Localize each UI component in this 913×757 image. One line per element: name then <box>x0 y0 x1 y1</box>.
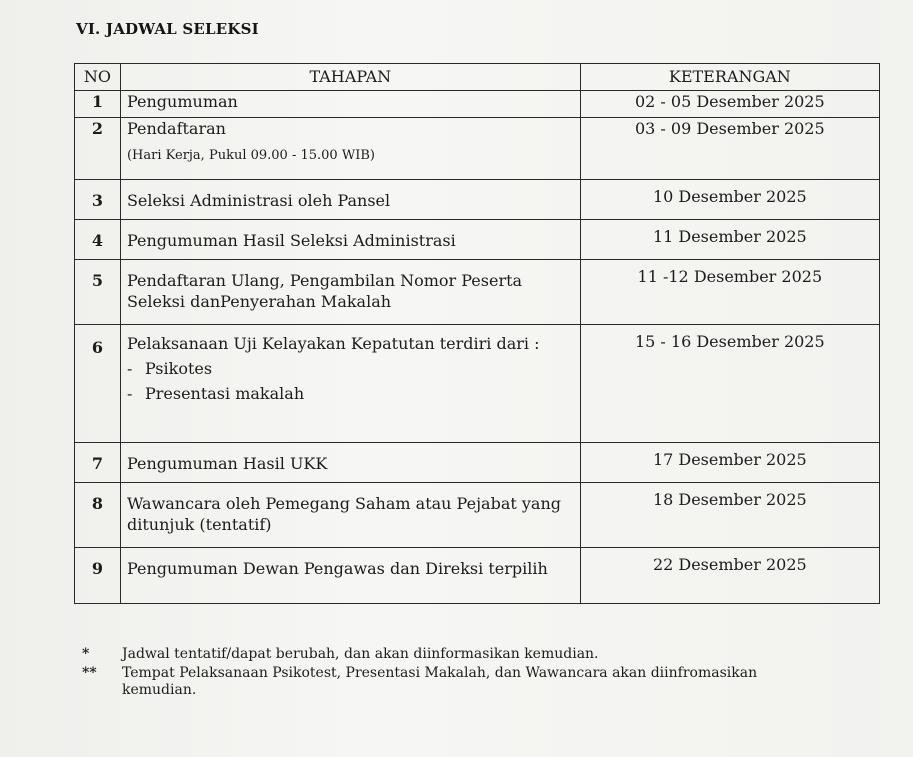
row-tahapan-cell <box>120 325 580 443</box>
header-keterangan: KETERANGAN <box>580 64 879 91</box>
table-row <box>75 325 880 443</box>
table-row <box>75 260 880 325</box>
table-row <box>75 118 880 180</box>
row-tahapan-sub: (Hari Kerja, Pukul 09.00 - 15.00 WIB) <box>126 148 375 163</box>
row-tahapan: Pendaftaran <box>126 119 226 138</box>
footnote-text: Jadwal tentatif/dapat berubah, dan akan diinformasikan kemudian. <box>122 646 599 662</box>
row-keterangan: 10 Desember 2025 <box>580 180 879 220</box>
row-tahapan: Wawancara oleh Pemegang Saham atau Pejabat yang ditunjuk (tentatif) <box>120 483 580 548</box>
row-keterangan: 22 Desember 2025 <box>580 548 879 604</box>
row-keterangan: 18 Desember 2025 <box>580 483 879 548</box>
table-row <box>75 548 880 604</box>
row-no: 2 <box>75 118 121 180</box>
row-no: 1 <box>75 91 121 118</box>
row-tahapan: Pelaksanaan Uji Kelayakan Kepatutan terdiri dari : <box>126 334 540 353</box>
header-no: NO <box>75 64 121 91</box>
row-keterangan: 15 - 16 Desember 2025 <box>580 325 879 443</box>
row-no: 9 <box>75 548 121 604</box>
footnotes <box>82 646 822 701</box>
footnote <box>82 646 822 663</box>
row-no: 7 <box>75 443 121 483</box>
row-keterangan: 03 - 09 Desember 2025 <box>580 118 879 180</box>
row-tahapan: Pendaftaran Ulang, Pengambilan Nomor Peserta Seleksi danPenyerahan Makalah <box>120 260 580 325</box>
row-keterangan: 02 - 05 Desember 2025 <box>580 91 879 118</box>
row-keterangan: 17 Desember 2025 <box>580 443 879 483</box>
table-row <box>75 180 880 220</box>
row-no: 6 <box>75 325 121 443</box>
row-no: 8 <box>75 483 121 548</box>
footnote-mark: ** <box>82 665 97 681</box>
list-item: - Psikotes <box>126 359 213 378</box>
footnote <box>82 665 822 699</box>
row-tahapan: Seleksi Administrasi oleh Pansel <box>120 180 580 220</box>
row-tahapan: Pengumuman Hasil Seleksi Administrasi <box>120 220 580 260</box>
row-keterangan: 11 -12 Desember 2025 <box>580 260 879 325</box>
table-row <box>75 443 880 483</box>
schedule-table <box>74 63 880 604</box>
row-no: 5 <box>75 260 121 325</box>
row-tahapan: Pengumuman Dewan Pengawas dan Direksi terpilih <box>120 548 580 604</box>
footnote-mark: * <box>82 646 90 662</box>
row-no: 3 <box>75 180 121 220</box>
row-keterangan: 11 Desember 2025 <box>580 220 879 260</box>
header-tahapan: TAHAPAN <box>120 64 580 91</box>
table-row <box>75 91 880 118</box>
footnote-text: Tempat Pelaksanaan Psikotest, Presentasi Makalah, dan Wawancara akan diinfromasikan kemudian. <box>122 665 758 698</box>
row-tahapan-cell <box>120 118 580 180</box>
row-tahapan: Pengumuman <box>120 91 580 118</box>
table-row <box>75 483 880 548</box>
table-header-row <box>75 64 880 91</box>
table-row <box>75 220 880 260</box>
list-item: - Presentasi makalah <box>126 384 305 403</box>
section-heading: VI. JADWAL SELEKSI <box>76 20 259 38</box>
row-tahapan: Pengumuman Hasil UKK <box>120 443 580 483</box>
row-no: 4 <box>75 220 121 260</box>
